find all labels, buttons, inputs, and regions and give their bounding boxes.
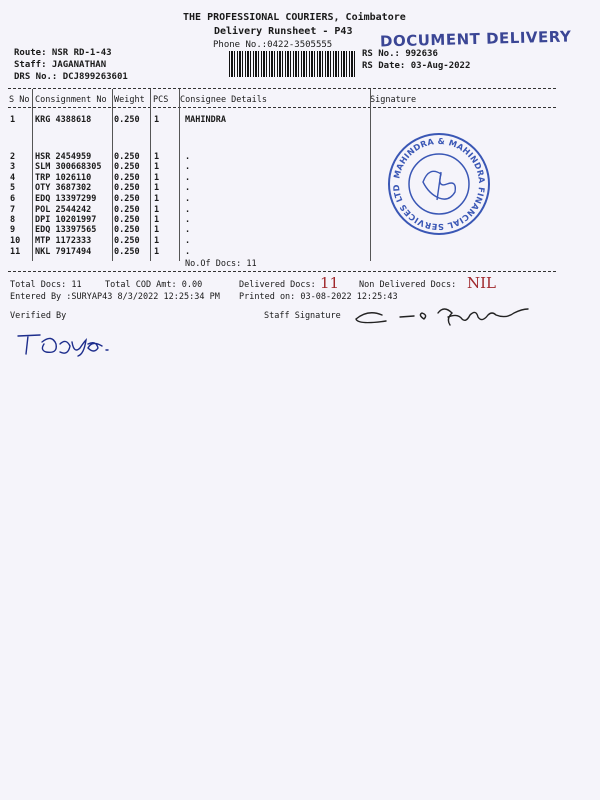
row-consignment-no: OTY 3687302 (35, 183, 92, 193)
row-weight: 0.250 (114, 247, 140, 257)
col-header-weight: Weight (114, 95, 145, 105)
non-delivered-docs-label: Non Delivered Docs: (359, 280, 457, 290)
row-sno: 11 (10, 247, 21, 257)
row-weight: 0.250 (114, 205, 140, 215)
row-consignee: MAHINDRA (185, 115, 226, 125)
row-sno: 1 (10, 115, 16, 125)
row-sno: 7 (10, 205, 16, 215)
row-weight: 0.250 (114, 194, 140, 204)
row-consignment-no: SLM 300668305 (35, 162, 102, 172)
row-consignment-no: EDQ 13397299 (35, 194, 97, 204)
row-pcs: 1 (154, 205, 160, 215)
row-consignment-no: KRG 4388618 (35, 115, 92, 125)
col-header-signature: Signature (370, 95, 417, 105)
delivered-docs-handwritten: 11 (320, 274, 340, 292)
total-cod-amount: Total COD Amt: 0.00 (105, 280, 203, 290)
row-weight: 0.250 (114, 162, 140, 172)
delivered-docs-label: Delivered Docs: (239, 280, 316, 290)
row-sno: 8 (10, 215, 16, 225)
row-sno: 9 (10, 225, 16, 235)
table-bottom-rule (8, 271, 556, 272)
row-consignee: . (185, 215, 191, 225)
row-sno: 6 (10, 194, 16, 204)
verifier-signature (16, 330, 131, 360)
rs-date: RS Date: 03-Aug-2022 (362, 61, 471, 71)
row-sno: 5 (10, 183, 16, 193)
staff-name: Staff: JAGANATHAN (14, 60, 107, 70)
row-consignee: . (185, 247, 191, 257)
row-weight: 0.250 (114, 183, 140, 193)
row-sno: 3 (10, 162, 16, 172)
entered-by: Entered By :SURYAP43 8/3/2022 12:25:34 PM (10, 292, 220, 302)
row-consignee: . (185, 173, 191, 183)
row-weight: 0.250 (114, 173, 140, 183)
row-pcs: 1 (154, 173, 160, 183)
col-divider (112, 89, 113, 261)
row-pcs: 1 (154, 194, 160, 204)
row-consignment-no: POL 2544242 (35, 205, 92, 215)
col-header-consignee: Consignee Details (180, 95, 267, 105)
staff-signature-label: Staff Signature (264, 311, 341, 321)
document-delivery-stamp: DOCUMENT DELIVERY (379, 27, 572, 51)
row-pcs: 1 (154, 247, 160, 257)
row-consignee: . (185, 225, 191, 235)
row-consignment-no: MTP 1172333 (35, 236, 92, 246)
drs-number: DRS No.: DCJ899263601 (14, 72, 128, 82)
printed-on: Printed on: 03-08-2022 12:25:43 (239, 292, 398, 302)
verified-by-label: Verified By (10, 311, 67, 321)
company-seal (385, 130, 493, 238)
row-pcs: 1 (154, 162, 160, 172)
seal-text: MAHINDRA & MAHINDRA FINANCIAL SERVICES LTD (390, 135, 488, 233)
row-consignee: . (185, 183, 191, 193)
row-sno: 4 (10, 173, 16, 183)
total-docs: Total Docs: 11 (10, 280, 82, 290)
row-pcs: 1 (154, 225, 160, 235)
row-consignment-no: EDQ 13397565 (35, 225, 97, 235)
col-header-sno: S No (9, 95, 30, 105)
col-header-pcs: PCS (153, 95, 169, 105)
col-header-consignment: Consignment No (35, 95, 107, 105)
company-name: THE PROFESSIONAL COURIERS, Coimbatore (183, 12, 406, 23)
row-weight: 0.250 (114, 115, 140, 125)
document-title: Delivery Runsheet - P43 (214, 26, 353, 37)
non-delivered-handwritten: NIL (467, 274, 497, 292)
row-consignee: . (185, 236, 191, 246)
row-consignment-no: NKL 7917494 (35, 247, 92, 257)
col-divider (370, 89, 371, 261)
barcode (229, 51, 355, 77)
row-weight: 0.250 (114, 225, 140, 235)
no-of-docs: No.Of Docs: 11 (185, 259, 257, 269)
row-pcs: 1 (154, 152, 160, 162)
row-pcs: 1 (154, 115, 160, 125)
col-divider (150, 89, 151, 261)
row-pcs: 1 (154, 183, 160, 193)
row-sno: 10 (10, 236, 21, 246)
row-consignment-no: HSR 2454959 (35, 152, 92, 162)
row-weight: 0.250 (114, 215, 140, 225)
row-sno: 2 (10, 152, 16, 162)
header-top-rule (8, 88, 556, 89)
row-consignee: . (185, 162, 191, 172)
row-pcs: 1 (154, 215, 160, 225)
route: Route: NSR RD-1-43 (14, 48, 112, 58)
row-weight: 0.250 (114, 236, 140, 246)
row-consignee: . (185, 194, 191, 204)
header-bottom-rule (8, 107, 556, 108)
rs-number: RS No.: 992636 (362, 49, 438, 59)
col-divider (32, 89, 33, 261)
row-weight: 0.250 (114, 152, 140, 162)
row-consignment-no: DPI 10201997 (35, 215, 97, 225)
row-consignee: . (185, 205, 191, 215)
phone-number: Phone No.:0422-3505555 (213, 40, 333, 50)
row-consignee: . (185, 152, 191, 162)
col-divider (179, 89, 180, 261)
row-consignment-no: TRP 1026110 (35, 173, 92, 183)
staff-signature (352, 303, 557, 329)
row-pcs: 1 (154, 236, 160, 246)
